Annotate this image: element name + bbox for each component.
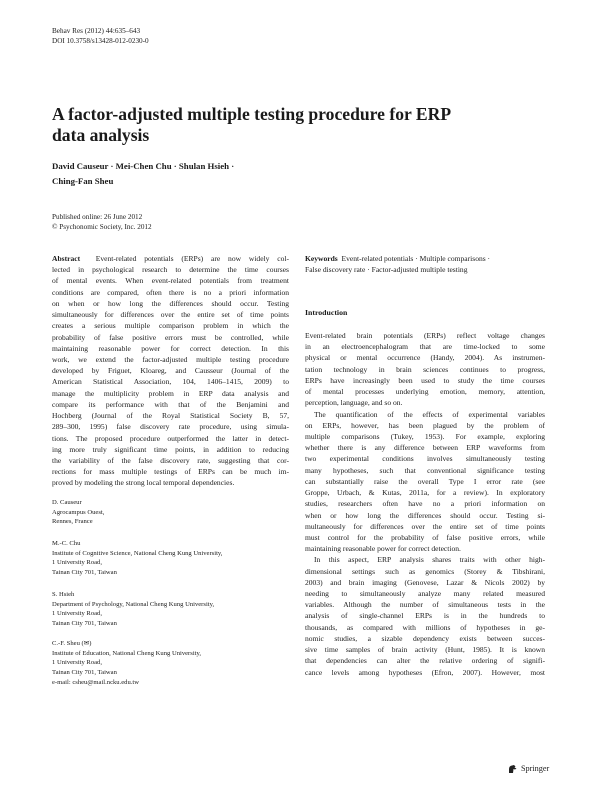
body-line: variables. Although the number of simultaneous tests in the (305, 600, 545, 610)
abstract-line: conditions are compared, often there is no a priori information (52, 287, 289, 297)
body-line: can substantially raise the overall Type I error rate (see (305, 476, 545, 486)
body-line: of mental processes underlying emotion, memory, attention, (305, 387, 545, 397)
copyright: © Psychonomic Society, Inc. 2012 (52, 222, 152, 231)
paper-title (52, 104, 492, 146)
published-date: Published online: 26 June 2012 (52, 213, 143, 221)
body-line: analysis of single-channel ERPs is in the hundreds to (305, 611, 545, 621)
springer-logo (507, 764, 549, 774)
body-line: tation technology in brain sciences continues to progress, (305, 364, 545, 374)
abstract-label: Abstract (52, 254, 81, 263)
affiliation-line: Tainan City 701, Taiwan (52, 620, 117, 628)
authors-line: Ching-Fan Sheu (52, 175, 114, 186)
affiliation-name: C.-F. Sheu (✉) (52, 640, 92, 647)
affiliation-line: Tainan City 701, Taiwan (52, 669, 117, 677)
abstract-line: probability of false positive errors must be controlled, while (52, 332, 289, 342)
affiliation-line: Department of Psychology, National Cheng Kung University, (52, 600, 215, 608)
body-line: thousands, as compared with millions of hypotheses in ge- (305, 622, 545, 632)
affiliation-line: 1 University Road, (52, 559, 102, 567)
body-line: must control for the probability of false positive errors, while (305, 532, 545, 542)
title-line: data analysis (52, 125, 150, 145)
abstract-line: lected in psychological research to determine the time courses (52, 265, 289, 275)
body-line: dimensional settings such as genomics (Storey & Tibshirani, (305, 566, 545, 576)
body-line: physical or mental occurrence (Handy, 2004). As instrumen- (305, 353, 545, 363)
keywords-label: Keywords (305, 254, 338, 263)
author-list (52, 159, 302, 188)
abstract-line: creates a serious multiple comparison problem in which the (52, 321, 289, 331)
affiliation-line: Agrocampus Ouest, (52, 508, 105, 516)
body-line: sive time samples of brain activity (Hunt, 1985). It is known (305, 645, 545, 655)
abstract-line: American Statistical Association, 104, 1406–1415, 2009) to (52, 377, 289, 387)
body-line: nomic studies, a sizable dependency exists between succes- (305, 633, 545, 643)
body-line: on ERPs, however, has been plagued by the problem of (305, 420, 545, 430)
abstract-line: proved by modeling the strong local temporal dependencies. (52, 478, 235, 488)
affiliation-name: M.-C. Chu (52, 540, 81, 547)
keywords-line: False discovery rate · Factor-adjusted multiple testing (305, 265, 468, 275)
body-line: In this aspect, ERP analysis shares traits with other high- (314, 555, 545, 565)
keywords-line: Keywords Event-related potentials · Multiple comparisons · (305, 254, 491, 263)
affiliation-causeur (52, 498, 292, 527)
body-line: cance levels among hypotheses (Efron, 2007). However, most (305, 667, 545, 677)
affiliation-chu (52, 539, 292, 578)
body-line: in an electroencephalogram that are time-locked to some (305, 342, 545, 352)
affiliation-line: Institute of Cognitive Science, National Cheng Kung University, (52, 549, 223, 557)
title-line: A factor-adjusted multiple testing procedure for ERP (52, 104, 452, 124)
abstract-line: developed by Friguet, Kloareg, and Causseur (Journal of the (52, 366, 289, 376)
abstract (52, 253, 289, 489)
publisher-name: Springer (521, 764, 550, 773)
abstract-line: Hochberg (Journal of the Royal Statistical Society B, 57, (52, 411, 289, 421)
abstract-line: of mental events. When event-related potentials from treatment (52, 276, 289, 286)
affiliation-email[interactable]: e-mail: csheu@mail.ncku.edu.tw (52, 678, 140, 686)
affiliation-sheu (52, 639, 292, 688)
abstract-line: compare its performance with that of the Benjamini and (52, 399, 289, 409)
affiliation-line: 1 University Road, (52, 610, 102, 618)
springer-horse-icon (507, 764, 518, 774)
abstract-line: simultaneously for differences over the entire set of time points (52, 310, 289, 320)
affiliation-name: D. Causeur (52, 499, 82, 506)
abstract-line: 289–300, 1995) false discovery rate procedure, using simula- (52, 422, 289, 432)
abstract-line: Abstract Event-related potentials (ERPs) are now widely col- (52, 254, 289, 263)
body-line: whether there is any difference between ERP waveforms from (305, 443, 545, 453)
abstract-line: ing more truly significant time points, in addition to reducing (52, 444, 289, 454)
body-line: multiple comparisons (Tukey, 1953). For example, exploring (305, 431, 545, 441)
body-line: studies, researchers often have no a priori information on (305, 499, 545, 509)
affiliation-line: Institute of Education, National Cheng Kung University, (52, 649, 202, 657)
publication-info (52, 213, 152, 232)
body-line: 2003) and brain imaging (Genovese, Lazar & Nicols 2002) by (305, 577, 545, 587)
abstract-line: rections for mass multiple testings of ERPs can be much im- (52, 467, 289, 477)
body-line: two experimental conditions involves simultaneously testing (305, 454, 545, 464)
body-line: Event-related brain potentials (ERPs) reflect voltage changes (305, 331, 545, 340)
body-line: many hypotheses, such that conventional significance testing (305, 465, 545, 475)
abstract-line: tions. The proposed procedure outperformed the latter in detect- (52, 433, 289, 443)
doi[interactable]: DOI 10.3758/s13428-012-0230-0 (52, 37, 149, 45)
section-heading: Introduction (305, 308, 348, 317)
keywords (305, 253, 547, 275)
abstract-line: the variability of the false discovery rate, suggesting that cor- (52, 455, 289, 465)
affiliation-line: Tainan City 701, Taiwan (52, 569, 117, 577)
body-line: that dependencies can alter the relative ordering of signifi- (305, 656, 545, 666)
body-line: perception, language, and so on. (305, 398, 403, 408)
body-line: Groppe, Urbach, & Kutas, 2011a, for a review). In exploratory (305, 488, 545, 498)
abstract-line: work, we extend the factor-adjusted multiple testing procedure (52, 354, 289, 364)
authors-line: David Causeur · Mei-Chen Chu · Shulan Hsieh · (52, 161, 235, 171)
affiliation-hsieh (52, 590, 292, 629)
abstract-line: on when or how long the differences should occur. Testing (52, 298, 289, 308)
body-line: ERPs have increasingly been used to study the time courses (305, 375, 545, 385)
body-line: multaneously for differences over the entire set of time points (305, 521, 545, 531)
body-line: needing to simultaneously analyze many related measured (305, 589, 545, 599)
body-line: when or how long the differences should occur. Testing si- (305, 510, 545, 520)
affiliation-name: S. Hsieh (52, 591, 75, 598)
introduction-body (305, 330, 545, 678)
abstract-line: manage the multiplicity problem in ERP data analysis and (52, 388, 289, 398)
affiliation-line: 1 University Road, (52, 659, 102, 667)
journal-citation: Behav Res (2012) 44:635–643 (52, 27, 141, 35)
abstract-line: maintaining reasonable power for correct detection. In this (52, 343, 289, 353)
affiliation-line: Rennes, France (52, 518, 93, 526)
body-line: The quantification of the effects of experimental variables (314, 409, 545, 419)
body-line: maintaining reasonable power for correct detection. (305, 544, 461, 554)
